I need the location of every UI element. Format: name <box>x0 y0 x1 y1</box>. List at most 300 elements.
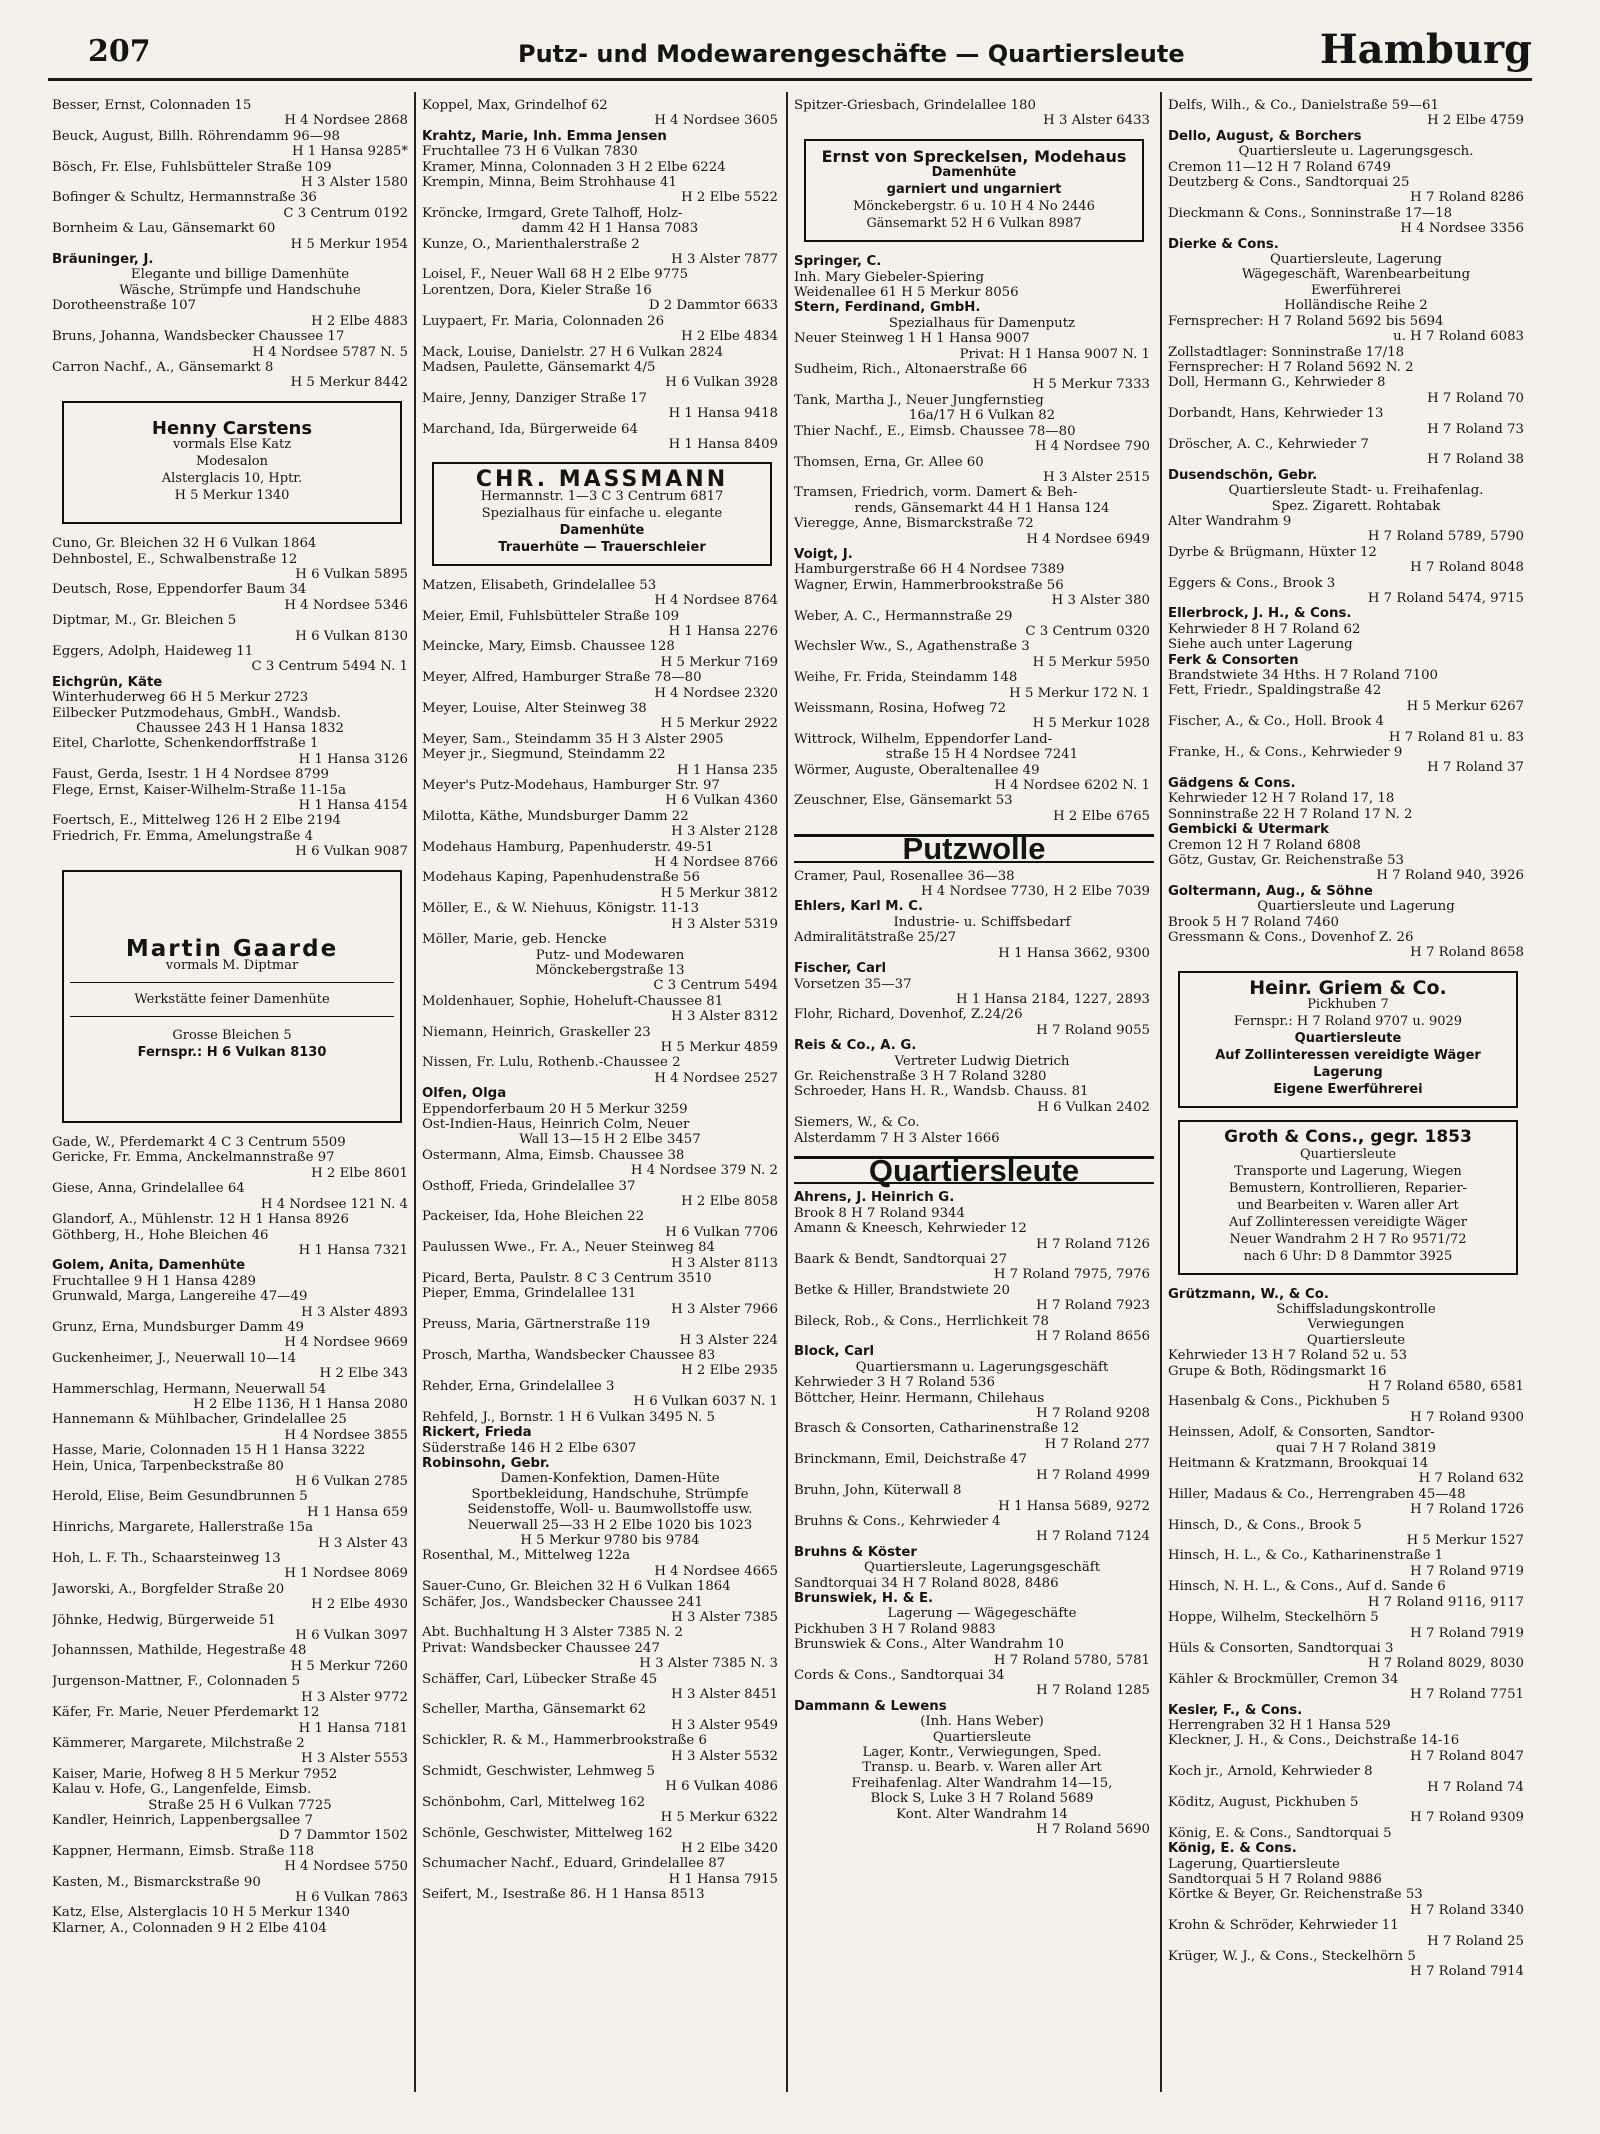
directory-entry <box>794 1622 1154 1637</box>
entry-text: Möller, Marie, geb. Hencke <box>422 932 607 948</box>
entry-text: Cramer, Paul, Rosenallee 36—38 <box>794 868 1015 884</box>
entry-phone: H 5 Merkur 1028 <box>1032 716 1150 732</box>
directory-entry <box>794 300 1154 331</box>
entry-text: Dyrbe & Brügmann, Hüxter 12 <box>1168 544 1377 560</box>
directory-entry <box>1168 637 1528 652</box>
directory-entry <box>794 1283 1154 1314</box>
entry-phone: H 6 Vulkan 9087 <box>295 844 408 860</box>
entry-name-bold: Rickert, Frieda <box>422 1425 532 1441</box>
directory-entry <box>794 1038 1154 1069</box>
directory-entry <box>52 736 412 767</box>
ad-line: Werkstätte feiner Damenhüte <box>134 992 330 1008</box>
entry-text: Meincke, Mary, Eimsb. Chaussee 128 <box>422 639 675 655</box>
directory-entry <box>794 609 1154 640</box>
entry-phone: H 1 Hansa 5689, 9272 <box>998 1498 1150 1514</box>
entry-text: Hoppe, Wilhelm, Steckelhörn 5 <box>1168 1610 1379 1626</box>
entry-list <box>794 869 1154 1146</box>
directory-entry <box>1168 1887 1528 1918</box>
directory-entry <box>52 1921 412 1936</box>
ad-martin-gaarde <box>62 870 402 1123</box>
directory-entry <box>52 1382 412 1413</box>
entry-phone: H 7 Roland 8029, 8030 <box>1367 1656 1524 1672</box>
entry-text: Friedrich, Fr. Emma, Amelungstraße 4 <box>52 828 314 844</box>
entry-phone: H 1 Hansa 659 <box>307 1504 408 1520</box>
entry-text: Dorbandt, Hans, Kehrwieder 13 <box>1168 406 1384 422</box>
entry-text: Grunwald, Marga, Langereihe 47—49 <box>52 1289 308 1305</box>
entry-phone: H 6 Vulkan 8130 <box>295 628 408 644</box>
entry-text: Kehrwieder 13 H 7 Roland 52 u. 53 <box>1168 1348 1408 1364</box>
ad-line: Quartiersleute <box>1294 1031 1402 1047</box>
entry-phone: H 4 Nordsee 5787 N. 5 <box>252 344 408 360</box>
entry-text: Grunz, Erna, Mundsburger Damm 49 <box>52 1319 304 1335</box>
entry-text: Fernsprecher: H 7 Roland 5692 N. 2 <box>1168 359 1414 375</box>
directory-entry <box>52 582 412 613</box>
directory-entry <box>52 767 412 782</box>
entry-text: Jurgenson-Mattner, F., Colonnaden 5 <box>52 1674 301 1690</box>
entry-text: Franke, H., & Cons., Kehrwieder 9 <box>1168 745 1403 761</box>
entry-text: Herold, Elise, Beim Gesundbrunnen 5 <box>52 1489 308 1505</box>
directory-entry <box>1168 1918 1528 1949</box>
entry-phone: H 6 Vulkan 4086 <box>665 1779 778 1795</box>
entry-phone: H 4 Nordsee 7730, H 2 Elbe 7039 <box>920 884 1150 900</box>
directory-entry <box>422 1379 782 1410</box>
entry-list <box>52 536 412 860</box>
directory-entry <box>422 1887 782 1902</box>
entry-text: Wörmer, Auguste, Oberaltenallee 49 <box>794 762 1040 778</box>
entry-text: Kämmerer, Margarete, Milchstraße 2 <box>52 1735 305 1751</box>
entry-phone: H 3 Alster 8451 <box>671 1687 778 1702</box>
directory-entry <box>422 1179 782 1210</box>
entry-detail: Holländische Reihe 2 <box>1284 298 1428 314</box>
directory-entry <box>1168 1456 1528 1487</box>
entry-phone: H 6 Vulkan 3928 <box>665 375 778 391</box>
directory-entry <box>52 1905 412 1920</box>
entry-detail: Industrie- u. Schiffsbedarf <box>893 914 1071 930</box>
entry-phone: H 7 Roland 37 <box>1427 760 1524 776</box>
entry-text: Luypaert, Fr. Maria, Colonnaden 26 <box>422 313 665 329</box>
entry-phone: H 4 Nordsee 121 N. 4 <box>260 1196 408 1212</box>
directory-entry <box>422 701 782 732</box>
directory-entry <box>52 1551 412 1582</box>
entry-text: Körtke & Beyer, Gr. Reichenstraße 53 <box>1168 1887 1423 1903</box>
ad-line: Lagerung <box>1313 1065 1383 1081</box>
entry-text: Inh. Mary Giebeler-Spiering <box>794 269 984 285</box>
directory-entry <box>1168 175 1528 206</box>
entry-phone: H 7 Roland 81 u. 83 <box>1388 729 1524 745</box>
city-title: Hamburg <box>1319 26 1532 73</box>
entry-text: Besser, Ernst, Colonnaden 15 <box>52 98 252 113</box>
entry-text: Dröscher, A. C., Kehrwieder 7 <box>1168 436 1369 452</box>
entry-phone: H 1 Hansa 9285* <box>291 144 408 160</box>
entry-phone: H 5 Merkur 1954 <box>290 236 408 252</box>
entry-text: Marchand, Ida, Bürgerweide 64 <box>422 421 638 437</box>
entry-phone: H 7 Roland 7126 <box>1036 1236 1150 1252</box>
directory-entry <box>794 701 1154 732</box>
directory-entry <box>1168 360 1528 375</box>
entry-text: Sandtorquai 5 H 7 Roland 9886 <box>1168 1872 1382 1887</box>
entry-name-bold: Stern, Ferdinand, GmbH. <box>794 300 981 316</box>
directory-entry <box>794 1822 1154 1837</box>
entry-text: Brinckmann, Emil, Deichstraße 47 <box>794 1452 1027 1468</box>
entry-text: Mack, Louise, Danielstr. 27 H 6 Vulkan 2824 <box>422 344 724 360</box>
section-heading-putzwolle: Putzwolle <box>794 834 1154 862</box>
entry-detail: Lager, Kontr., Verwiegungen, Sped. <box>862 1745 1102 1760</box>
entry-text: Pieper, Emma, Grindelallee 131 <box>422 1286 637 1302</box>
entry-text: Hiller, Madaus & Co., Herrengraben 45—48 <box>1168 1486 1466 1502</box>
directory-entry <box>1168 1703 1528 1718</box>
directory-entry <box>52 706 412 737</box>
entry-phone: H 7 Roland 7923 <box>1036 1298 1150 1314</box>
entry-text: Kramer, Minna, Colonnaden 3 H 2 Elbe 6224 <box>422 159 726 175</box>
entry-text: Milotta, Käthe, Mundsburger Damm 22 <box>422 808 689 824</box>
entry-detail: Straße 25 H 6 Vulkan 7725 <box>148 1797 332 1813</box>
entry-text: Jaworski, A., Borgfelder Straße 20 <box>52 1581 285 1597</box>
directory-entry <box>422 670 782 701</box>
entry-text: Spitzer-Griesbach, Grindelallee 180 <box>794 98 1036 113</box>
directory-entry <box>52 644 412 675</box>
entry-text: Süderstraße 146 H 2 Elbe 6307 <box>422 1440 637 1456</box>
entry-text: Koppel, Max, Grindelhof 62 <box>422 98 608 113</box>
directory-entry <box>52 129 412 160</box>
directory-entry <box>1168 1795 1528 1826</box>
entry-phone: H 2 Elbe 5522 <box>681 190 778 206</box>
directory-entry <box>422 283 782 314</box>
directory-entry <box>794 732 1154 763</box>
entry-phone: H 5 Merkur 4859 <box>660 1039 778 1055</box>
entry-text: Fruchtallee 73 H 6 Vulkan 7830 <box>422 144 638 160</box>
entry-detail: Quartiersmann u. Lagerungsgeschäft <box>855 1359 1109 1375</box>
directory-entry <box>794 1637 1154 1668</box>
directory-entry <box>1168 1425 1528 1456</box>
running-title: Putz- und Modewarengeschäfte — Quartiersleute <box>518 40 1185 68</box>
entry-phone: H 3 Alster 7877 <box>671 252 778 268</box>
directory-entry <box>794 1084 1154 1115</box>
entry-text: Abt. Buchhaltung H 3 Alster 7385 N. 2 <box>422 1625 683 1641</box>
entry-text: Beuck, August, Billh. Röhrendamm 96—98 <box>52 128 340 144</box>
entry-phone: H 7 Roland 9055 <box>1036 1022 1150 1038</box>
directory-entry <box>794 1576 1154 1591</box>
entry-phone: H 4 Nordsee 2527 <box>654 1070 778 1086</box>
entry-name-bold: Bruhns & Köster <box>794 1544 917 1560</box>
directory-entry <box>422 160 782 175</box>
entry-text: Scheller, Martha, Gänsemarkt 62 <box>422 1702 647 1718</box>
directory-entry <box>52 1767 412 1782</box>
directory-entry <box>422 1240 782 1271</box>
entry-text: Kehrwieder 12 H 7 Roland 17, 18 <box>1168 791 1395 807</box>
directory-entry <box>422 1271 782 1286</box>
entry-name-bold: Dierke & Cons. <box>1168 236 1279 252</box>
entry-text: Gressmann & Cons., Dovenhof Z. 26 <box>1168 929 1414 945</box>
entry-detail: Wäsche, Strümpfe und Handschuhe <box>119 282 361 298</box>
directory-entry <box>1168 838 1528 853</box>
directory-entry <box>1168 683 1528 714</box>
entry-text: Schäfer, Jos., Wandsbecker Chaussee 241 <box>422 1594 703 1610</box>
entry-phone: u. H 7 Roland 6083 <box>1393 329 1524 345</box>
directory-entry <box>422 1086 782 1101</box>
entry-detail: Spezialhaus für Damenputz <box>888 315 1076 331</box>
directory-entry <box>52 252 412 298</box>
ad-title: Ernst von Spreckelsen, Modehaus <box>821 146 1127 166</box>
entry-text: Katz, Else, Alsterglacis 10 H 5 Merkur 1340 <box>52 1905 350 1921</box>
entry-text: Prosch, Martha, Wandsbecker Chaussee 83 <box>422 1348 716 1364</box>
entry-text: Weihe, Fr. Frida, Steindamm 148 <box>794 670 1018 686</box>
directory-entry <box>1168 1857 1528 1872</box>
entry-text: Wechsler Ww., S., Agathenstraße 3 <box>794 639 1030 655</box>
directory-entry <box>1168 791 1528 806</box>
directory-entry <box>422 870 782 901</box>
directory-entry <box>422 932 782 978</box>
directory-entry <box>794 639 1154 670</box>
entry-phone: C 3 Centrum 0320 <box>1025 623 1150 639</box>
entry-text: Wittrock, Wilhelm, Eppendorfer Land- <box>794 731 1053 747</box>
directory-entry <box>794 1699 1154 1822</box>
entry-phone: H 4 Nordsee 790 <box>1034 439 1150 455</box>
entry-text: Thomsen, Erna, Gr. Allee 60 <box>794 454 984 470</box>
entry-phone: H 1 Hansa 7181 <box>298 1720 408 1736</box>
entry-phone: H 3 Alster 43 <box>318 1535 408 1551</box>
directory-entry <box>1168 98 1528 129</box>
ad-title: CHR. MASSMANN <box>475 467 729 493</box>
ad-line: Hermannstr. 1—3 C 3 Centrum 6817 <box>480 488 724 504</box>
entry-list <box>422 98 782 452</box>
entry-phone: H 7 Roland 8286 <box>1410 190 1524 206</box>
directory-entry <box>1168 1610 1528 1641</box>
entry-text: Pickhuben 3 H 7 Roland 9883 <box>794 1621 996 1637</box>
entry-text: Schroeder, Hans H. R., Wandsb. Chauss. 81 <box>794 1084 1089 1100</box>
entry-phone: H 4 Nordsee 4665 <box>654 1563 778 1579</box>
entry-name-bold: Bräuninger, J. <box>52 252 154 268</box>
entry-phone: H 4 Nordsee 6949 <box>1026 531 1150 547</box>
entry-text: Bruhn, John, Küterwall 8 <box>794 1483 962 1499</box>
entry-name-bold: Reis & Co., A. G. <box>794 1038 917 1054</box>
entry-phone: H 5 Merkur 7260 <box>290 1658 408 1674</box>
directory-entry <box>52 160 412 191</box>
entry-phone: H 7 Roland 5789, 5790 <box>1367 529 1524 545</box>
entry-phone: H 7 Roland 25 <box>1427 1933 1524 1949</box>
directory-entry <box>52 1705 412 1736</box>
directory-entry <box>422 1625 782 1640</box>
entry-text: Packeiser, Ida, Hohe Bleichen 22 <box>422 1209 645 1225</box>
entry-phone: H 7 Roland 7124 <box>1036 1529 1150 1545</box>
entry-text: Meier, Emil, Fuhlsbütteler Straße 109 <box>422 608 680 624</box>
directory-entry <box>1168 622 1528 637</box>
entry-text: Grupe & Both, Rödingsmarkt 16 <box>1168 1363 1387 1379</box>
directory-entry <box>52 1674 412 1705</box>
directory-entry <box>52 1643 412 1674</box>
ad-line: Quartiersleute <box>1299 1146 1397 1162</box>
directory-entry <box>1168 545 1528 576</box>
entry-text: Carron Nachf., A., Gänsemarkt 8 <box>52 359 274 375</box>
column-2 <box>422 98 782 1903</box>
entry-text: Möller, E., & W. Niehuus, Königstr. 11-13 <box>422 901 700 917</box>
entry-phone: H 7 Roland 5690 <box>1036 1822 1150 1838</box>
entry-phone: H 5 Merkur 1527 <box>1406 1533 1524 1549</box>
directory-entry <box>52 1613 412 1644</box>
directory-entry <box>794 1452 1154 1483</box>
entry-list <box>794 1190 1154 1837</box>
entry-text: Schumacher Nachf., Eduard, Grindelallee 87 <box>422 1856 726 1872</box>
directory-entry <box>1168 514 1528 545</box>
directory-entry <box>52 1289 412 1320</box>
entry-text: Cords & Cons., Sandtorquai 34 <box>794 1667 1005 1683</box>
entry-text: Dorotheenstraße 107 <box>52 298 197 314</box>
entry-name-bold: Dello, August, & Borchers <box>1168 128 1362 144</box>
directory-entry <box>52 1228 412 1259</box>
directory-entry <box>794 1314 1154 1345</box>
entry-text: Hinrichs, Margarete, Hallerstraße 15a <box>52 1520 314 1536</box>
ad-henny-carstens <box>62 401 402 524</box>
entry-text: Sauer-Cuno, Gr. Bleichen 32 H 6 Vulkan 1864 <box>422 1579 731 1595</box>
entry-phone: H 7 Roland 8047 <box>1410 1748 1524 1764</box>
entry-phone: H 1 Hansa 3662, 9300 <box>998 945 1150 961</box>
directory-entry <box>794 1668 1154 1699</box>
entry-text: Bileck, Rob., & Cons., Herrlichkeit 78 <box>794 1313 1049 1329</box>
column-4 <box>1168 98 1528 1980</box>
entry-detail: (Inh. Hans Weber) <box>920 1714 1044 1730</box>
directory-entry <box>52 1875 412 1906</box>
directory-entry <box>422 1733 782 1764</box>
entry-text: Gericke, Fr. Emma, Anckelmannstraße 97 <box>52 1150 335 1166</box>
directory-entry <box>52 813 412 828</box>
entry-text: Loisel, F., Neuer Wall 68 H 2 Elbe 9775 <box>422 267 689 283</box>
directory-entry <box>1168 406 1528 437</box>
entry-phone: H 7 Roland 70 <box>1427 390 1524 406</box>
entry-text: Zollstadtlager: Sonninstraße 17/18 <box>1168 344 1405 360</box>
directory-entry <box>52 1412 412 1443</box>
entry-name-bold: Ahrens, J. Heinrich G. <box>794 1190 955 1206</box>
entry-phone: H 7 Roland 9309 <box>1410 1810 1524 1826</box>
entry-text: Wagner, Erwin, Hammerbrookstraße 56 <box>794 577 1064 593</box>
directory-entry <box>422 144 782 159</box>
entry-phone: C 3 Centrum 5494 <box>653 978 778 994</box>
entry-text: Picard, Berta, Paulstr. 8 C 3 Centrum 3510 <box>422 1271 712 1287</box>
entry-phone: H 3 Alster 9549 <box>671 1717 778 1733</box>
entry-phone: D 7 Dammtor 1502 <box>278 1828 408 1844</box>
directory-entry <box>1168 1718 1528 1733</box>
entry-text: Seifert, M., Isestraße 86. H 1 Hansa 8513 <box>422 1887 705 1903</box>
directory-entry <box>52 360 412 391</box>
entry-phone: H 7 Roland 73 <box>1427 421 1524 437</box>
entry-detail: Neuerwall 25—33 H 2 Elbe 1020 bis 1023 <box>467 1517 753 1533</box>
entry-text: Eppendorferbaum 20 H 5 Merkur 3259 <box>422 1101 688 1117</box>
entry-phone: H 1 Hansa 7915 <box>668 1871 778 1887</box>
entry-text: Glandorf, A., Mühlenstr. 12 H 1 Hansa 8926 <box>52 1212 349 1228</box>
entry-name-bold: Robinsohn, Gebr. <box>422 1455 550 1471</box>
directory-entry <box>52 1212 412 1227</box>
entry-text: Vorsetzen 35—37 <box>794 976 912 992</box>
entry-text: Weidenallee 61 H 5 Merkur 8056 <box>794 285 1019 301</box>
entry-text: Krohn & Schröder, Kehrwieder 11 <box>1168 1918 1399 1934</box>
directory-entry <box>1168 1287 1528 1349</box>
entry-text: Heitmann & Kratzmann, Brookquai 14 <box>1168 1456 1429 1472</box>
entry-list <box>794 98 1154 129</box>
entry-text: Siemers, W., & Co. <box>794 1115 920 1131</box>
entry-text: Rehfeld, J., Bornstr. 1 H 6 Vulkan 3495 N. 5 <box>422 1409 715 1425</box>
entry-list <box>794 254 1154 824</box>
entry-phone: H 4 Nordsee 5750 <box>284 1859 408 1875</box>
entry-phone: H 2 Elbe 4759 <box>1427 113 1524 129</box>
entry-text: Schickler, R. & M., Hammerbrookstraße 6 <box>422 1733 707 1749</box>
ad-line: Spezialhaus für einfache u. elegante <box>481 505 723 521</box>
directory-entry <box>422 1286 782 1317</box>
entry-text: Madsen, Paulette, Gänsemarkt 4/5 <box>422 359 656 375</box>
entry-text: Amann & Kneesch, Kehrwieder 12 <box>794 1221 1027 1237</box>
entry-text: Preuss, Maria, Gärtnerstraße 119 <box>422 1317 651 1333</box>
directory-entry <box>422 1856 782 1887</box>
entry-phone: H 3 Alster 5319 <box>671 916 778 932</box>
entry-text: Brandstwiete 34 Hths. H 7 Roland 7100 <box>1168 668 1439 684</box>
ad-title: Heinr. Griem & Co. <box>1249 976 1447 999</box>
directory-entry <box>422 994 782 1025</box>
directory-entry <box>1168 1826 1528 1841</box>
entry-phone: H 3 Alster 5532 <box>671 1748 778 1764</box>
directory-entry <box>794 331 1154 346</box>
entry-detail: H 5 Merkur 9780 bis 9784 <box>520 1532 700 1548</box>
entry-text: Nissen, Fr. Lulu, Rothenb.-Chaussee 2 <box>422 1055 681 1071</box>
entry-text: Foertsch, E., Mittelweg 126 H 2 Elbe 2194 <box>52 813 341 829</box>
directory-entry <box>794 1007 1154 1038</box>
entry-phone: H 3 Alster 380 <box>1051 593 1150 609</box>
entry-text: Fischer, A., & Co., Holl. Brook 4 <box>1168 714 1384 730</box>
directory-entry <box>52 1459 412 1490</box>
entry-detail: Wall 13—15 H 2 Elbe 3457 <box>519 1132 701 1148</box>
directory-entry <box>794 1206 1154 1221</box>
directory-entry <box>422 129 782 144</box>
directory-entry <box>1168 1764 1528 1795</box>
directory-entry <box>422 314 782 345</box>
entry-phone: H 7 Roland 74 <box>1427 1779 1524 1795</box>
directory-entry <box>794 930 1154 961</box>
directory-entry <box>422 840 782 871</box>
entry-text: Herrengraben 32 H 1 Hansa 529 <box>1168 1717 1391 1733</box>
entry-phone: H 2 Elbe 3420 <box>681 1841 778 1857</box>
entry-phone: H 1 Hansa 235 <box>677 762 778 778</box>
ad-line: Fernspr.: H 7 Roland 9707 u. 9029 <box>1233 1014 1463 1030</box>
entry-text: Göthberg, H., Hohe Bleichen 46 <box>52 1227 269 1243</box>
entry-text: Modehaus Kaping, Papenhudenstraße 56 <box>422 870 700 886</box>
entry-phone: H 3 Alster 7966 <box>671 1301 778 1317</box>
entry-detail: Quartiersleute, Lagerungsgeschäft <box>863 1560 1101 1576</box>
directory-entry <box>794 1591 1154 1622</box>
directory-entry <box>422 1348 782 1379</box>
entry-text: Privat: Wandsbecker Chaussee 247 <box>422 1640 660 1656</box>
directory-entry <box>422 1425 782 1440</box>
entry-detail: Sportbekleidung, Handschuhe, Strümpfe <box>471 1486 749 1502</box>
directory-entry <box>422 391 782 422</box>
directory-entry <box>422 1795 782 1826</box>
entry-text: Bornheim & Lau, Gänsemarkt 60 <box>52 221 276 237</box>
entry-text: Doll, Hermann G., Kehrwieder 8 <box>1168 375 1386 391</box>
entry-text: Ost-Indien-Haus, Heinrich Colm, Neuer <box>422 1116 690 1132</box>
entry-detail: Lagerung — Wägegeschäfte <box>887 1606 1077 1622</box>
entry-text: Baark & Bendt, Sandtorquai 27 <box>794 1252 1008 1267</box>
entry-phone: H 3 Alster 5553 <box>301 1751 408 1767</box>
directory-entry <box>1168 1364 1528 1395</box>
entry-detail: Schiffsladungskontrolle <box>1276 1301 1436 1317</box>
entry-detail: damm 42 H 1 Hansa 7083 <box>521 221 699 237</box>
ad-ernst-von-spreckelsen <box>804 139 1144 242</box>
ad-line: vormals M. Diptmar <box>165 958 299 974</box>
directory-entry <box>794 899 1154 930</box>
entry-detail: Vertreter Ludwig Dietrich <box>894 1053 1070 1069</box>
entry-text: Dieckmann & Cons., Sonninstraße 17—18 <box>1168 205 1453 221</box>
directory-entry <box>1168 160 1528 175</box>
entry-phone: H 1 Nordsee 8069 <box>284 1566 408 1582</box>
entry-phone: H 2 Elbe 2935 <box>681 1363 778 1379</box>
entry-text: Rehder, Erna, Grindelallee 3 <box>422 1378 615 1394</box>
entry-phone: H 6 Vulkan 2785 <box>295 1474 408 1489</box>
directory-entry <box>1168 884 1528 915</box>
